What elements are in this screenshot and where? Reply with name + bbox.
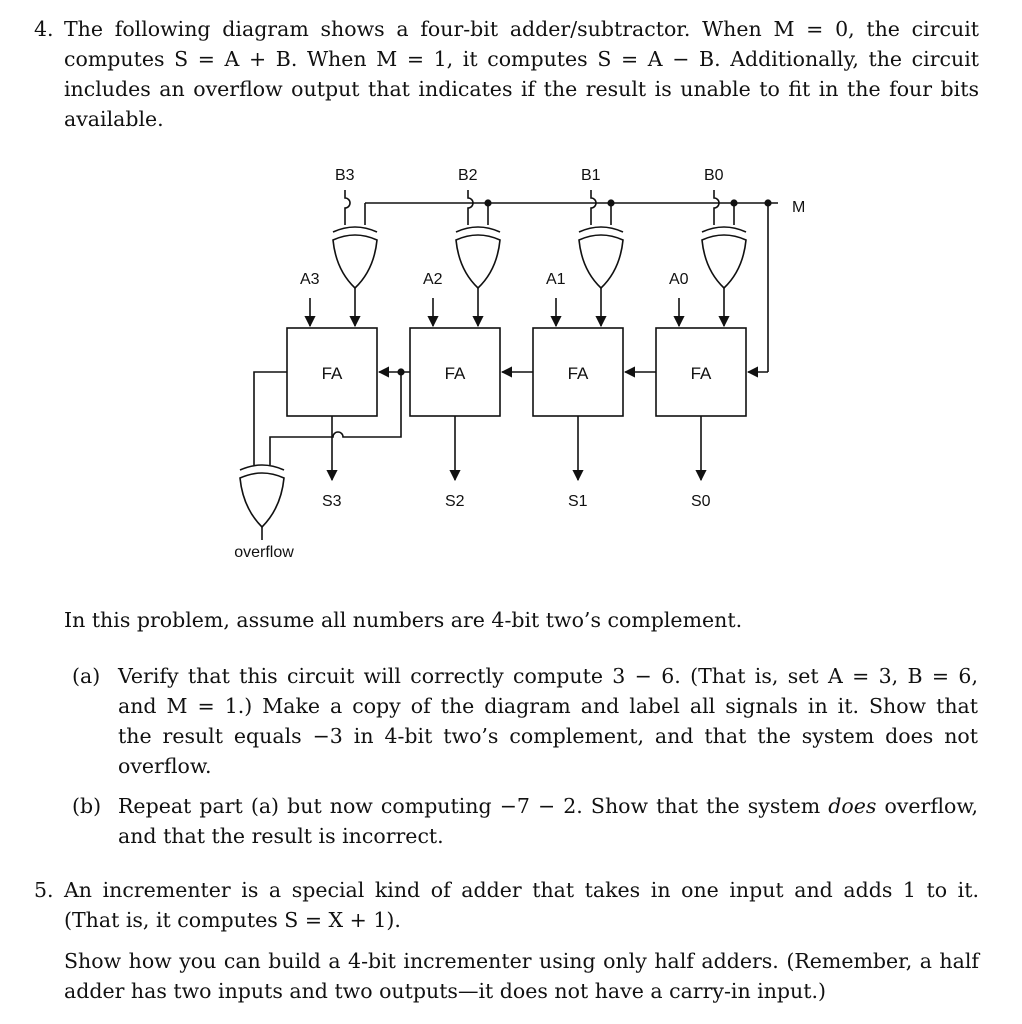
part-b-line-1 (118, 791, 978, 821)
problem-4-line-4: available. (64, 107, 164, 131)
part-b-line-1-post: overflow, (884, 794, 978, 818)
a2-label: A2 (423, 271, 443, 288)
fa2-label: FA (444, 364, 466, 383)
overflow-label: overflow (234, 544, 294, 561)
part-b-line-1-pre: Repeat part (a) but now computing −7 − 2. Show that the system (118, 794, 821, 818)
fa0-label: FA (690, 364, 712, 383)
b3-label: B3 (335, 167, 355, 184)
carry-junction (397, 368, 404, 375)
problem-5-line-1: An incrementer is a special kind of adder that takes in one input and adds 1 to it. (64, 878, 979, 902)
part-b-line-2: and that the result is incorrect. (118, 824, 444, 848)
a1-label: A1 (546, 271, 566, 288)
b0-label: B0 (704, 167, 724, 184)
s1-label: S1 (568, 493, 588, 510)
problem-4-line-1: The following diagram shows a four-bit adder/subtractor. When M = 0, the circuit (64, 17, 979, 41)
part-a-line-3: the result equals −3 in 4-bit two’s complement, and that the system does not (118, 724, 978, 748)
problem-5-line-2: (That is, it computes S = X + 1). (64, 908, 401, 932)
assumption-text: In this problem, assume all numbers are 4-bit two’s complement. (64, 608, 743, 632)
problem-5-number: 5. (34, 878, 54, 902)
xor-to-fa-wires (355, 288, 724, 326)
mode-label: M (792, 199, 806, 216)
b-input-wires (345, 190, 719, 225)
overflow-xor-gate (240, 465, 284, 527)
problem-5-para2-line-2: adder has two inputs and two outputs—it does not have a carry-in input.) (64, 979, 827, 1003)
sum-output-wires (332, 416, 701, 480)
s2-label: S2 (445, 493, 465, 510)
problem-4-line-3: includes an overflow output that indicates if the result is unable to fit in the four bits (64, 77, 979, 101)
part-a-line-1: Verify that this circuit will correctly compute 3 − 6. (That is, set A = 3, B = 6, (118, 664, 978, 688)
full-adder-3 (287, 328, 377, 416)
a0-label: A0 (669, 271, 689, 288)
xor-gate-b3 (333, 227, 377, 288)
part-a-line-4: overflow. (118, 754, 212, 778)
problem-4-number: 4. (34, 17, 54, 41)
fa1-label: FA (567, 364, 589, 383)
problem-5-paragraph-2 (64, 946, 979, 1006)
problem-5-para2-line-1: Show how you can build a 4-bit incrementer using only half adders. (Remember, a half (64, 949, 979, 973)
b1-label: B1 (581, 167, 601, 184)
problem-4-line-2: computes S = A + B. When M = 1, it computes S = A − B. Additionally, the circuit (64, 47, 979, 71)
part-a-line-2: and M = 1.) Make a copy of the diagram and label all signals in it. Show that (118, 694, 978, 718)
xor-gate-b0 (702, 227, 746, 288)
part-a-label: (a) (72, 664, 101, 688)
s3-label: S3 (322, 493, 342, 510)
xor-gate-b1 (579, 227, 623, 288)
part-b-label: (b) (72, 794, 102, 818)
full-adder-1 (533, 328, 623, 416)
part-b-emphasis: does (828, 794, 877, 818)
b2-label: B2 (458, 167, 478, 184)
full-adder-2 (410, 328, 500, 416)
fa3-label: FA (321, 364, 343, 383)
s0-label: S0 (691, 493, 711, 510)
full-adder-0 (656, 328, 746, 416)
a3-label: A3 (300, 271, 320, 288)
xor-gate-b2 (456, 227, 500, 288)
a-input-wires (310, 298, 679, 326)
assumption (64, 605, 979, 635)
